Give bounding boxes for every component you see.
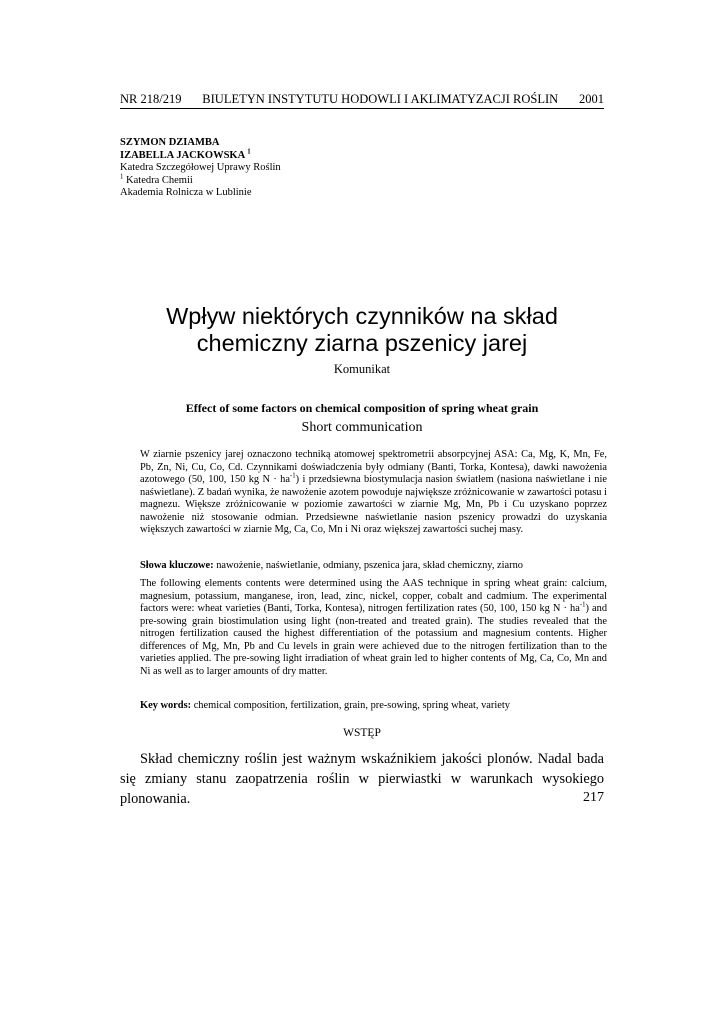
author-name-2: IZABELLA JACKOWSKA $^1$: [120, 148, 251, 161]
body-paragraph: Skład chemiczny roślin jest ważnym wskaźnikiem jakości plonów. Nadal bada się zmiany stanu zaopatrzenia roślin w pierwiastki w warunkach wysokiego plonowania.: [120, 751, 604, 807]
keywords-en-label: Key words:: [140, 700, 192, 711]
paper-title: [120, 303, 604, 357]
keywords-pl-label: Słowa kluczowe:: [140, 560, 214, 571]
keywords-pl: Słowa kluczowe: nawożenie, naświetlanie, odmiany, pszenica jara, skład chemiczny, ziarno: [140, 560, 523, 571]
publication-year: 2001: [578, 92, 604, 106]
paper-title-en: Effect of some factors on chemical composition of spring wheat grain: [185, 401, 539, 415]
paper-title-line-2: chemiczny ziarna pszenicy jarej: [196, 330, 528, 356]
journal-name: BIULETYN INSTYTUTU HODOWLI I AKLIMATYZACJI ROŚLIN: [202, 92, 559, 106]
paper-title-line-1: Wpływ niektórych czynników na skład: [166, 303, 558, 329]
affiliation-3: Akademia Rolnicza w Lublinie: [120, 187, 252, 199]
abstract-pl: W ziarnie pszenicy jarej oznaczono techniką atomowej spektrometrii absorpcyjnej ASA: Ca, Mg, K, Mn, Fe, Pb, Zn, Ni, Cu, Co, Cd. Czynnikami doświadczenia były odmiany (Banti, Torka, Kontesa), dawki nawożenia azotowego (50, 100, 150 kg $N \cdot ha^{-1}$) i przedsiewna biostymulacja nasion światłem (nasiona naświetlane i nie naświetlane). Z badań wynika, że nawożenie azotem powoduje największe zróżnicowanie w zawartości potasu i magnezu. Większe zróżnicowanie w poziomie zawartości w ziarnie Mg, Mn, Pb i Cu uzyskano poprzez nawożenie niż stosowanie odmian. Przedsiewne naświetlanie nasion pszenicy prowadzi do uzyskania większych zawartości w ziarnie Mg, Ca, Co, Mn i Ni oraz większej zawartości suchej masy.: [140, 449, 607, 535]
paper-type-en: Short communication: [301, 420, 423, 435]
affiliation-2: $^1$ Katedra Chemii: [120, 173, 193, 186]
paper-type-pl: Komunikat: [333, 362, 391, 376]
author-affiliation-marker: 1: [247, 148, 251, 156]
author-name-1: SZYMON DZIAMBA: [120, 137, 220, 148]
running-header: [120, 92, 604, 109]
affiliation-1: Katedra Szczegółowej Uprawy Roślin: [120, 162, 281, 174]
author-block: [120, 137, 604, 200]
page-number: 217: [583, 790, 604, 805]
abstract-en: The following elements contents were determined using the AAS technique in spring wheat grain: calcium, magnesium, potassium, manganese, iron, lead, zinc, nickel, copper, cobalt and cadmium. The experimental factors were: wheat varieties (Banti, Torka, Kontesa), nitrogen fertilization rates (50, 100, 150 kg $N \cdot ha^{-1}$) and pre-sowing grain biostimulation using light (non-treated and treated grain). The studies revealed that the nitrogen fertilization caused the highest differentiation of the potassium and magnesium contents. Higher differences of Mg, Mn, Pb and Cu levels in grain were achieved due to the nitrogen fertilization than to the varieties applied. The pre-sowing light irradiation of wheat grain led to higher contents of Mg, Ca, Co, Mn and Ni as well as to larger amounts of dry matter.: [140, 578, 608, 677]
keywords-en: Key words: chemical composition, fertilization, grain, pre-sowing, spring wheat, variety: [140, 700, 510, 711]
issue-number: NR 218/219: [120, 92, 182, 106]
section-heading: WSTĘP: [343, 727, 381, 739]
